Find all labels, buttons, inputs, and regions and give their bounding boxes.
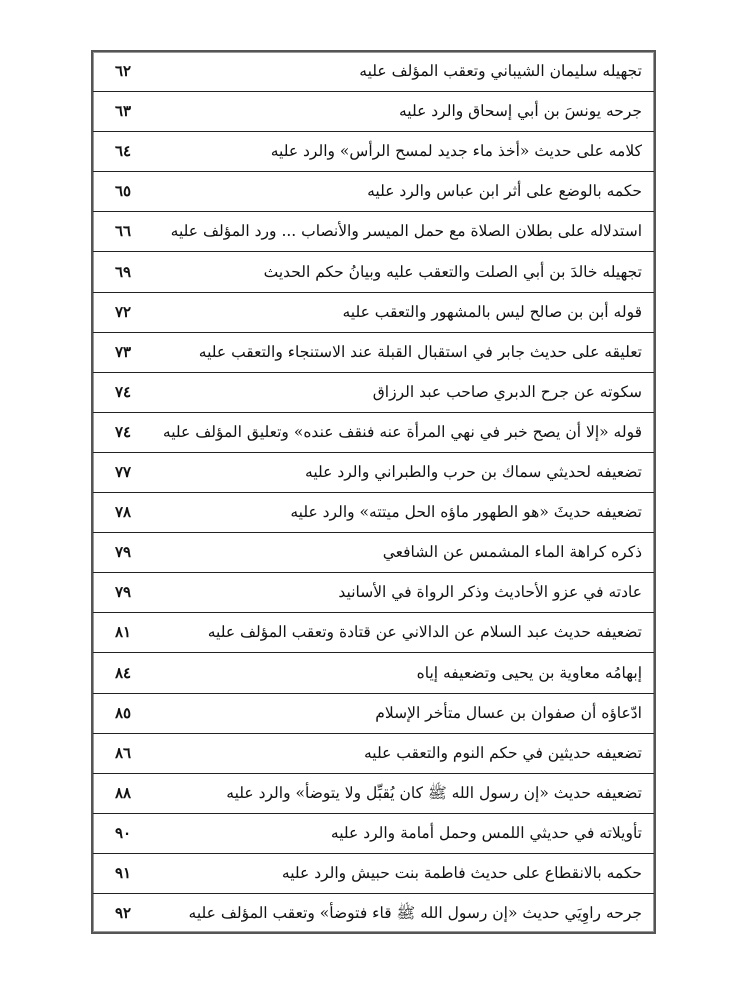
toc-entry-title: قوله «إلا أن يصح خبر في نهي المرأة عنه فنقف عنده» وتعليق المؤلف عليه (162, 422, 642, 441)
toc-entry-title: تضعيفه حديث «إن رسول الله ﷺ كان يُقبِّل ولا يتوضأ» والرد عليه (226, 783, 642, 802)
toc-entry-title: جرحه يونسَ بن أبي إسحاق والرد عليه (398, 102, 642, 121)
toc-entry-title: إبهامُه معاوية بن يحيى وتضعيفه إياه (416, 663, 642, 682)
toc-row (93, 333, 654, 373)
toc-entry-title: تعليقه على حديث جابر في استقبال القبلة عند الاستنجاء والتعقب عليه (198, 342, 642, 361)
toc-entry-title: عادته في عزو الأحاديث وذكر الرواة في الأسانيد (338, 583, 642, 602)
toc-row (93, 694, 654, 734)
toc-entry-title: تضعيفه حديثَ «هو الطهور ماؤه الحل ميتته» والرد عليه (290, 503, 642, 522)
toc-page-number: ٩٢ (115, 904, 132, 923)
toc-row (93, 212, 654, 252)
toc-entry-title: كلامه على حديث «أخذ ماء جديد لمسح الرأس» والرد عليه (270, 142, 642, 161)
toc-page-number: ٦٤ (115, 142, 132, 161)
table-of-contents (93, 52, 654, 932)
toc-page-number: ٩١ (115, 864, 132, 882)
toc-row (93, 253, 654, 293)
toc-entry-title: سكوته عن جرح الدبري صاحب عبد الرزاق (372, 382, 642, 401)
toc-entry-title: تجهيله سليمان الشيباني وتعقب المؤلف عليه (359, 62, 642, 80)
toc-row (93, 132, 654, 172)
toc-row (93, 533, 654, 573)
toc-row (93, 92, 654, 132)
toc-row (93, 172, 654, 212)
toc-row (93, 854, 654, 894)
toc-page-number: ٨٦ (115, 743, 132, 762)
toc-entry-title: قوله أبن بن صالح ليس بالمشهور والتعقب عليه (342, 302, 642, 321)
toc-page-number: ٩٠ (115, 823, 132, 842)
toc-page-number: ٦٢ (115, 62, 132, 80)
toc-row (93, 52, 654, 92)
toc-entry-title: ادّعاؤه أن صفوان بن عسال متأخر الإسلام (375, 703, 642, 722)
toc-entry-title: حكمه بالوضع على أثر ابن عباس والرد عليه (367, 182, 642, 201)
toc-page-number: ٧٧ (115, 463, 132, 481)
toc-page-number: ٦٣ (115, 102, 132, 121)
table-of-contents-frame (91, 50, 656, 934)
toc-entry-title: تجهيله خالدَ بن أبي الصلت والتعقب عليه وبيانُ حكم الحديث (263, 262, 642, 281)
toc-row (93, 613, 654, 653)
toc-entry-title: استدلاله على بطلان الصلاة مع حمل الميسر والأنصاب ... ورد المؤلف عليه (170, 222, 642, 241)
toc-row (93, 774, 654, 814)
toc-entry-title: ذكره كراهة الماء المشمس عن الشافعي (382, 543, 642, 562)
toc-page-number: ٧٩ (115, 583, 132, 602)
toc-row (93, 654, 654, 694)
toc-row (93, 814, 654, 854)
toc-entry-title: تضعيفه حديث عبد السلام عن الدالاني عن قتادة وتعقب المؤلف عليه (207, 623, 642, 642)
toc-row (93, 373, 654, 413)
toc-entry-title: تضعيفه حديثين في حكم النوم والتعقب عليه (363, 743, 642, 762)
toc-entry-title: حكمه بالانقطاع على حديث فاطمة بنت حبيش والرد عليه (281, 864, 642, 882)
toc-row (93, 493, 654, 533)
toc-row (93, 453, 654, 493)
toc-row (93, 573, 654, 613)
toc-page-number: ٧٢ (115, 302, 132, 321)
toc-row (93, 734, 654, 774)
toc-row (93, 293, 654, 333)
toc-row (93, 894, 654, 934)
toc-entry-title: تضعيفه لحديثي سماك بن حرب والطبراني والرد عليه (305, 463, 642, 481)
toc-page-number: ٧٤ (115, 382, 132, 401)
toc-page-number: ٨١ (115, 623, 132, 642)
toc-page-number: ٦٥ (115, 182, 132, 201)
toc-page-number: ٧٤ (115, 422, 132, 441)
toc-page-number: ٧٣ (115, 342, 132, 361)
toc-entry-title: جرحه راوِيَي حديث «إن رسول الله ﷺ قاء فتوضأ» وتعقب المؤلف عليه (188, 904, 642, 923)
toc-page-number: ٨٤ (115, 663, 132, 682)
toc-page-number: ٨٥ (115, 703, 132, 722)
toc-page-number: ٧٩ (115, 543, 132, 562)
toc-page-number: ٦٩ (115, 262, 132, 281)
toc-page-number: ٧٨ (115, 503, 132, 522)
toc-page-number: ٦٦ (115, 222, 132, 241)
toc-row (93, 413, 654, 453)
toc-entry-title: تأويلاته في حديثي اللمس وحمل أمامة والرد عليه (330, 823, 642, 842)
toc-page-number: ٨٨ (115, 783, 132, 802)
